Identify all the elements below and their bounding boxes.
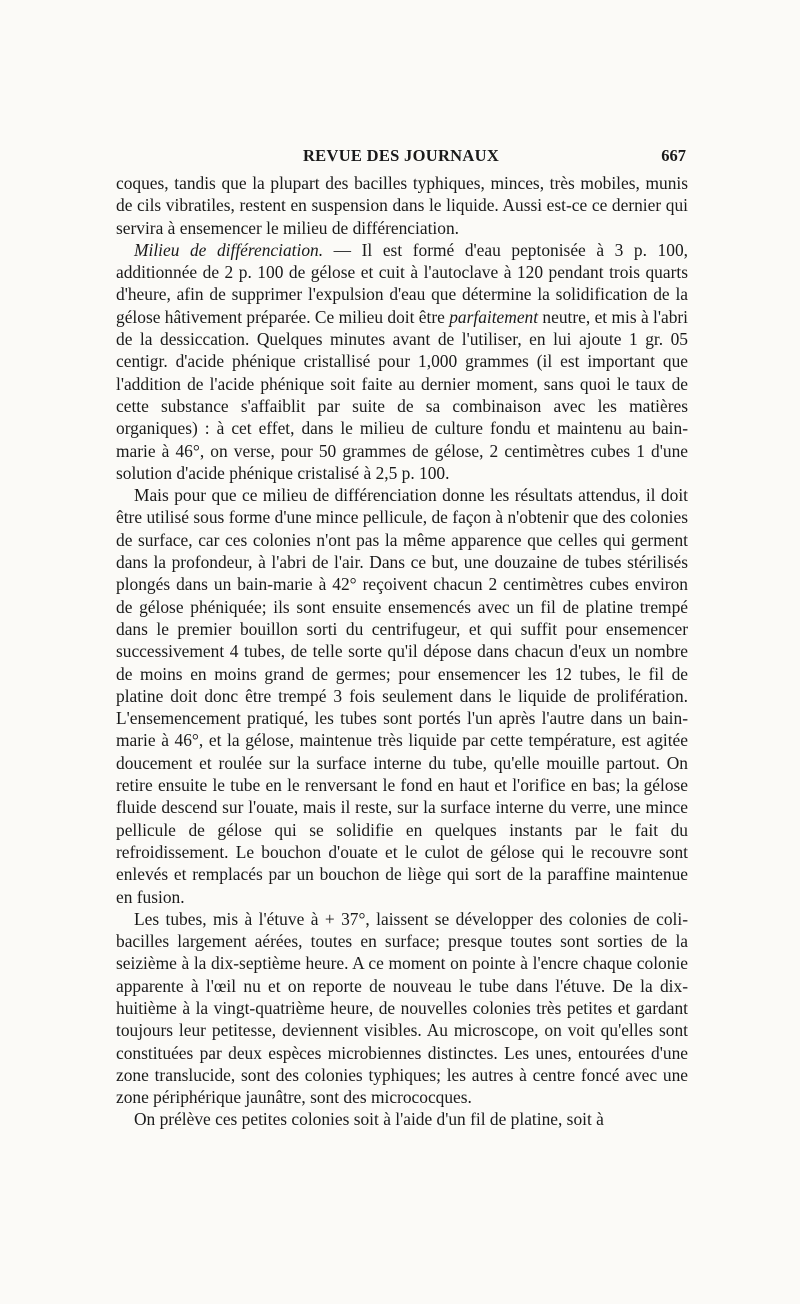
paragraph-2 bbox=[116, 239, 688, 484]
paragraph-3: Mais pour que ce milieu de différenciation donne les résultats attendus, il doit être utilisé sous forme d'une mince pellicule, de façon à n'obtenir que des colonies de surface, car ces colonies n'ont pas la même apparence que celles qui germent dans la profondeur, à l'abri de l'air. Dans ce but, une douzaine de tubes stérilisés plongés dans un bain-marie à 42° reçoivent chacun 2 centimètres cubes environ de gélose phéniquée; ils sont ensuite ensemencés avec un fil de platine trempé dans le premier bouillon sorti du centrifugeur, et qui suffit pour ensemencer successivement 4 tubes, de telle sorte qu'il dépose dans chacun d'eux un nombre de moins en moins grand de germes; pour ensemencer les 12 tubes, le fil de platine doit donc être trempé 3 fois seulement dans le liquide de prolifération. L'ensemencement pratiqué, les tubes sont portés l'un après l'autre dans un bain-marie à 46°, et la gélose, maintenue très liquide par cette température, est agitée doucement et roulée sur la surface interne du tube, qu'elle mouille partout. On retire ensuite le tube en le renversant le fond en haut et l'orifice en bas; la gélose fluide descend sur l'ouate, mais il reste, sur la surface interne du verre, une mince pellicule de gélose qui se solidifie en quelques instants par le fait du refroidissement. Le bouchon d'ouate et le culot de gélose qui le recouvre sont enlevés et remplacés par un bouchon de liège qui sort de la paraffine maintenue en fusion. bbox=[116, 485, 688, 907]
emphasis-word: parfaitement bbox=[449, 306, 539, 327]
running-title: REVUE DES JOURNAUX bbox=[302, 146, 500, 165]
page-number: 667 bbox=[661, 146, 686, 165]
paragraph-2-text-b: neutre, et mis à l'abri de la dessiccation. Quelques minutes avant de l'utiliser, en lui ajoute 1 gr. 05 centigr. d'acide phénique cristallisé pour 1,000 grammes (il est important que l'addition de l'acide phénique soit faite au dernier moment, sans quoi le taux de cette substance s'affaiblit par suite de sa combinaison avec les matières organiques) : à cet effet, dans le milieu de culture fondu et maintenu au bain-marie à 46°, on verse, pour 50 grammes de gélose, 2 centimètres cubes 1 d'une solution d'acide phénique cristalisé à 2,5 p. 100. bbox=[116, 306, 689, 483]
section-heading: Milieu de différenciation. bbox=[134, 239, 324, 260]
body-text bbox=[116, 172, 688, 1131]
paragraph-5: On prélève ces petites colonies soit à l'aide d'un fil de platine, soit à bbox=[134, 1109, 604, 1130]
paragraph-2-text-a: — Il est formé d'eau peptonisée à 3 p. 100, additionnée de 2 p. 100 de gélose et cuit à l'autoclave à 120 pendant trois quarts d'heure, afin de supprimer l'expulsion d'eau que détermine la solidification de la gélose hâtivement préparée. Ce milieu doit être bbox=[116, 239, 688, 327]
paragraph-4: Les tubes, mis à l'étuve à + 37°, laissent se développer des colonies de coli-bacilles largement aérées, toutes en surface; presque toutes sont sorties de la seizième à la dix-septième heure. A ce moment on pointe à l'encre chaque colonie apparente à l'œil nu et on reporte de nouveau le tube dans l'étuve. De la dix-huitième à la vingt-quatrième heure, de nouvelles colonies très petites et gardant toujours leur petitesse, deviennent visibles. Au microscope, on voit qu'elles sont constituées par deux espèces microbiennes distinctes. Les unes, entourées d'une zone translucide, sont des colonies typhiques; les autres à centre foncé avec une zone périphérique jaunâtre, sont des micrococques. bbox=[116, 908, 688, 1108]
running-header bbox=[116, 146, 686, 170]
paragraph-1: coques, tandis que la plupart des bacilles typhiques, minces, très mobiles, munis de cils vibratiles, restent en suspension dans le liquide. Aussi est-ce ce dernier qui servira à ensemencer le milieu de différenciation. bbox=[116, 173, 688, 238]
